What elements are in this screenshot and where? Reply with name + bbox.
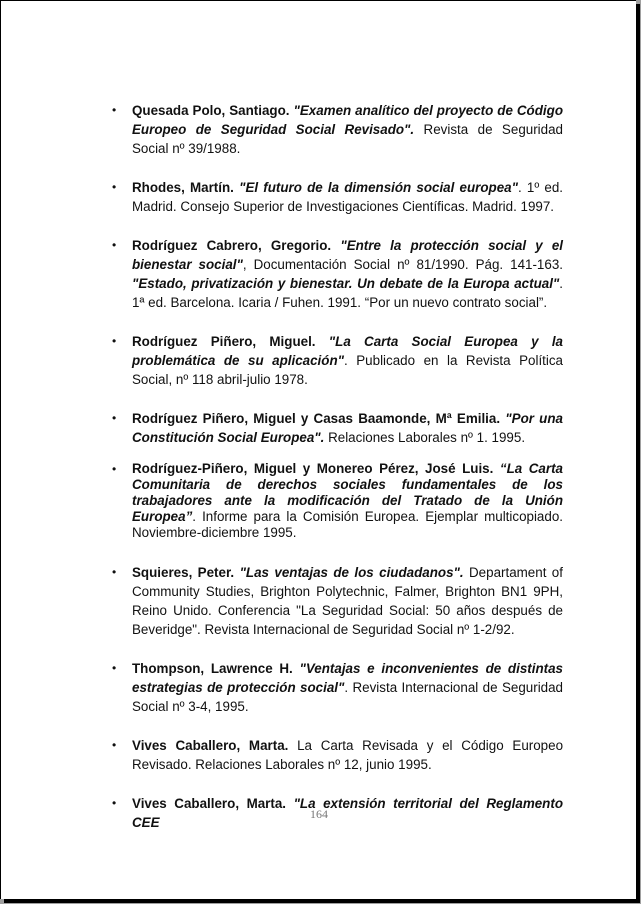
- reference-author: Rodríguez-Piñero, Miguel y Monereo Pérez, José Luis.: [132, 461, 494, 476]
- reference-item: [108, 736, 563, 774]
- reference-details: La Carta Revisada y el Código Europeo Revisado. Relaciones Laborales nº 12, junio 1995.: [132, 738, 564, 772]
- reference-author: Quesada Polo, Santiago.: [132, 103, 290, 118]
- reference-details: , Documentación Social nº 81/1990. Pág. 141-163.: [242, 257, 563, 272]
- reference-item: [108, 178, 563, 216]
- bullet-icon: •: [112, 180, 117, 194]
- reference-details: . 1º ed. Madrid. Consejo Superior de Investigaciones Científicas. Madrid. 1997.: [132, 180, 564, 214]
- reference-title: “La Carta Comunitaria de derechos sociales fundamentales de los trabajadores ante la modificación del Tratado de la Unión Europea”: [132, 461, 563, 524]
- reference-title: "Estado, privatización y bienestar. Un debate de la Europa actual": [132, 276, 560, 291]
- reference-author: Rodríguez Piñero, Miguel.: [132, 334, 316, 349]
- bullet-icon: •: [112, 411, 117, 425]
- reference-author: Rodríguez Piñero, Miguel y Casas Baamonde, Mª Emilia.: [132, 411, 501, 426]
- reference-title: "Ventajas e inconvenientes de distintas estrategias de protección social": [132, 661, 563, 695]
- bullet-icon: •: [112, 796, 117, 810]
- reference-item: [108, 332, 563, 389]
- reference-title: "El futuro de la dimensión social europea": [239, 180, 518, 195]
- reference-author: Thompson, Lawrence H.: [132, 661, 293, 676]
- reference-title: "Las ventajas de los ciudadanos".: [239, 565, 464, 580]
- reference-title: "Entre la protección social y el bienestar social": [132, 238, 564, 272]
- reference-item: [108, 659, 563, 716]
- reference-title: "La extensión territorial del Reglamento CEE: [132, 796, 563, 830]
- reference-details: . 1ª ed. Barcelona. Icaria / Fuhen. 1991. “Por un nuevo contrato social”.: [132, 276, 563, 310]
- bullet-icon: •: [112, 565, 117, 579]
- reference-details: . Publicado en la Revista Política Social, nº 118 abril-julio 1978.: [132, 353, 563, 387]
- reference-item: [108, 101, 563, 158]
- bullet-icon: •: [112, 462, 117, 476]
- reference-item: [108, 409, 563, 447]
- bullet-icon: •: [112, 103, 117, 117]
- reference-author: Squieres, Peter.: [132, 565, 235, 580]
- reference-details: Relaciones Laborales nº 1. 1995.: [324, 430, 526, 445]
- reference-author: Rhodes, Martín.: [132, 180, 234, 195]
- reference-details: Revista de Seguridad Social nº 39/1988.: [132, 122, 563, 156]
- reference-author: Rodríguez Cabrero, Gregorio.: [132, 238, 332, 253]
- reference-author: Vives Caballero, Marta.: [132, 738, 289, 753]
- bullet-icon: •: [112, 334, 117, 348]
- reference-item: [108, 563, 563, 639]
- page-number: 164: [310, 807, 328, 821]
- reference-details: . Revista Internacional de Seguridad Social nº 3-4, 1995.: [132, 680, 564, 714]
- reference-item: [108, 461, 563, 541]
- reference-item: [108, 236, 563, 312]
- bullet-icon: •: [112, 238, 117, 252]
- reference-title: "Examen analítico del proyecto de Código Europeo de Seguridad Social Revisado".: [132, 103, 563, 137]
- reference-author: Vives Caballero, Marta.: [132, 796, 287, 811]
- reference-title: "La Carta Social Europea y la problemática de su aplicación": [132, 334, 563, 368]
- reference-details: . Informe para la Comisión Europea. Ejemplar multicopiado. Noviembre-diciembre 1995.: [132, 509, 563, 540]
- bullet-icon: •: [112, 738, 117, 752]
- bibliography-list: [108, 101, 563, 852]
- reference-details: Departament of Community Studies, Brighton Polytechnic, Falmer, Brighton BN1 9PH, Reino Unido. Conferencia "La Seguridad Social: 50 años después de Beveridge". Revista Internacional de Seguridad Social nº 1-2/92.: [132, 565, 563, 637]
- reference-title: "Por una Constitución Social Europea".: [132, 411, 563, 445]
- bullet-icon: •: [112, 661, 117, 675]
